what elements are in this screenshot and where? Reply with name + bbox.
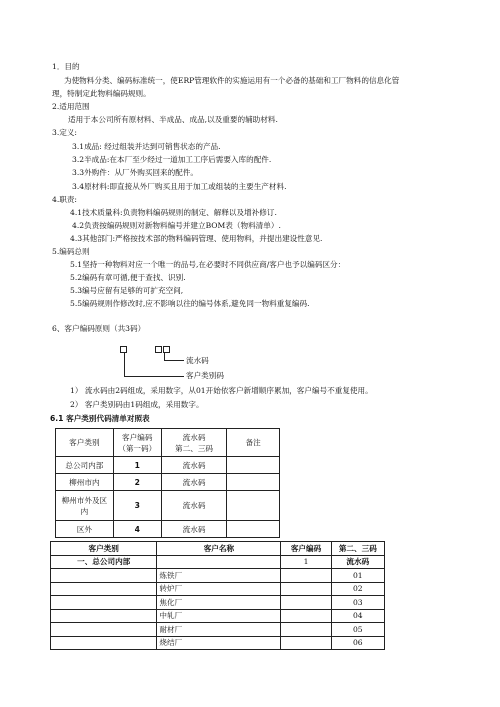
code-box-category <box>120 346 127 353</box>
table-cell: 流水码 <box>161 521 227 538</box>
section-1-body-line1: 为使物料分类、编码标准统一，使ERP管理软件的实施运用有一个必备的基础和工厂物料的信息化管 <box>64 76 400 85</box>
table-cell <box>51 609 157 623</box>
table-cell <box>281 609 331 623</box>
table-row <box>51 636 385 650</box>
table-cell: 柳州市外及区内 <box>56 491 114 521</box>
section-6-note: 2） 客户类别码由1码组成，采用数字。 <box>70 400 204 409</box>
table-row <box>51 569 385 583</box>
section-5-item: 5.1坚持一种物料对应一个唯一的品号,在必要时不同供应商/客户也予以编码区分： <box>70 260 346 269</box>
table-cell <box>227 457 280 474</box>
table-header-cell: 客户编码 <box>281 542 331 556</box>
section-3-item: 3.4原材料:即直接从外厂购买且用于加工或组装的主要生产材料. <box>72 182 287 191</box>
table-cell: 流水码 <box>331 555 384 569</box>
table-header-row <box>51 542 385 556</box>
table-row <box>51 623 385 637</box>
table-cell: 一、总公司内部 <box>51 555 157 569</box>
table-cell: 柳州市内 <box>56 474 114 491</box>
table-header-cell: 客户名称 <box>157 542 281 556</box>
table-header-cell: 客户类别 <box>51 542 157 556</box>
table-cell: 02 <box>331 582 384 596</box>
table-cell: 流水码 <box>161 474 227 491</box>
table-cell: 01 <box>331 569 384 583</box>
diagram-label-category: 客户类别码 <box>186 371 224 380</box>
section-1-title: 1．目的 <box>52 62 80 71</box>
section-3-item: 3.3外购件：从厂外购买回来的配件。 <box>72 168 198 177</box>
table-cell <box>51 596 157 610</box>
section-1-body-line2: 理，特制定此物料编码规则。 <box>52 89 151 98</box>
section-4-item: 4.3其他部门:严格按技术部的物料编码管理、使用物料，并提出建设性意见. <box>70 234 323 243</box>
table-cell <box>281 636 331 650</box>
table-cell: 流水码 <box>161 457 227 474</box>
table-cell: 05 <box>331 623 384 637</box>
section-3-item: 3.1成品: 经过组装并达到可销售状态的产品. <box>72 142 221 151</box>
table-cell: 3 <box>113 491 161 521</box>
section-6-title: 6、客户编码原则（共3码） <box>52 324 146 333</box>
section-3-item: 3.2半成品:在本厂至少经过一道加工工序后需要入库的配件. <box>72 155 272 164</box>
section-5-item: 5.3编号应留有足够的可扩充空间, <box>70 286 184 295</box>
table-cell: 2 <box>113 474 161 491</box>
table-row <box>56 521 280 538</box>
table-header-cell: 客户编码 （第一码） <box>113 429 161 457</box>
section-6-note: 1） 流水码由2码组成，采用数字，从01开始依客户新增顺序累加，客户编号不重复使用。 <box>70 386 373 395</box>
section-2-body: 适用于本公司所有原材料、半成品、成品,以及重要的辅助材料. <box>68 115 278 124</box>
table-cell: 4 <box>113 521 161 538</box>
section-5-item: 5.5编码规则作修改时,应不影响以往的编号体系,避免同一物料重复编码. <box>70 299 310 308</box>
table-row <box>56 491 280 521</box>
table-cell: 烧结厂 <box>157 636 281 650</box>
table-cell: 耐材厂 <box>157 623 281 637</box>
table-cell <box>51 623 157 637</box>
table-cell: 1 <box>281 555 331 569</box>
table-cell: 炼铁厂 <box>157 569 281 583</box>
table-header-row <box>56 429 280 457</box>
diagram-label-serial: 流水码 <box>186 356 209 365</box>
table-row <box>51 596 385 610</box>
section-5-title: 5.编码总则 <box>52 247 90 256</box>
section-4-item: 4.1技术质量科:负责物料编码规则的制定、解释以及增补修订. <box>70 208 277 217</box>
table-row <box>56 457 280 474</box>
customer-list-table <box>50 541 385 650</box>
customer-category-table <box>55 428 280 538</box>
table-cell <box>227 521 280 538</box>
section-4-item: 4.2负责按编码规则对新物料编号并建立BOM表（物料清单）. <box>72 221 281 230</box>
table-cell: 流水码 <box>161 491 227 521</box>
table-cell <box>281 569 331 583</box>
table-cell <box>51 569 157 583</box>
section-6-1-title: 6.1 客户类别代码清单对照表 <box>50 414 150 423</box>
table-cell: 总公司内部 <box>56 457 114 474</box>
table-cell <box>227 474 280 491</box>
table-group-row <box>51 555 385 569</box>
table-cell <box>281 596 331 610</box>
table-row <box>51 582 385 596</box>
code-box-serial-2 <box>163 346 170 353</box>
code-box-serial-1 <box>155 346 162 353</box>
leader-line <box>124 353 125 377</box>
table-cell <box>281 582 331 596</box>
table-header-cell: 客户类别 <box>56 429 114 457</box>
table-header-cell: 备注 <box>227 429 280 457</box>
table-cell: 06 <box>331 636 384 650</box>
table-header-cell: 第二、三码 <box>331 542 384 556</box>
table-cell <box>157 555 281 569</box>
table-cell <box>51 582 157 596</box>
table-header-cell: 流水码 第二、三码 <box>161 429 227 457</box>
table-cell: 焦化厂 <box>157 596 281 610</box>
table-row <box>51 609 385 623</box>
table-cell: 03 <box>331 596 384 610</box>
section-4-title: 4.职责: <box>52 195 77 204</box>
table-cell: 区外 <box>56 521 114 538</box>
section-2-title: 2.适用范围 <box>52 102 90 111</box>
table-cell: 04 <box>331 609 384 623</box>
table-cell: 1 <box>113 457 161 474</box>
leader-line <box>124 376 184 377</box>
table-cell <box>51 636 157 650</box>
table-cell <box>227 491 280 521</box>
leader-line <box>164 360 184 361</box>
table-cell <box>281 623 331 637</box>
section-3-title: 3.定义: <box>52 128 77 137</box>
table-row <box>56 474 280 491</box>
table-cell: 转炉厂 <box>157 582 281 596</box>
table-cell: 中轧厂 <box>157 609 281 623</box>
section-5-item: 5.2编码有章可循,便于查找、识别. <box>70 273 186 282</box>
